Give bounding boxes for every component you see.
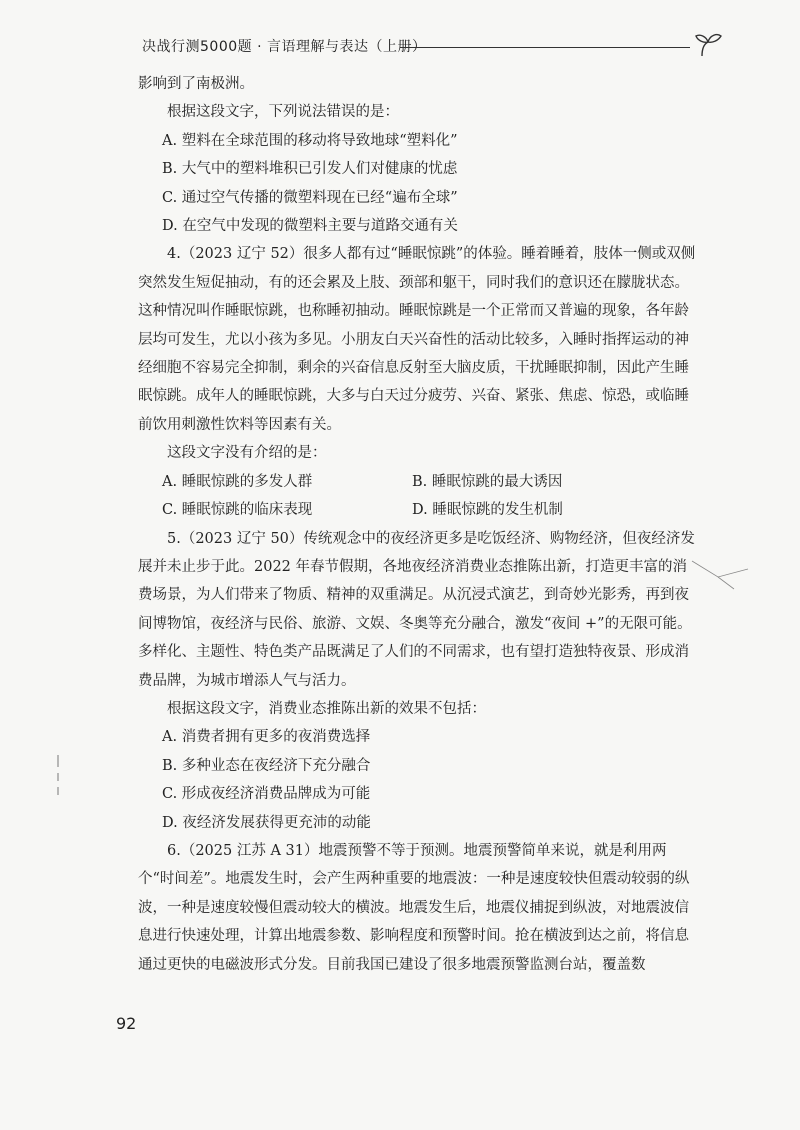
q4-passage: 4.（2023 辽宁 52）很多人都有过“睡眠惊跳”的体验。睡着睡着，肢体一侧或双侧突然发生短促抽动，有的还会累及上肢、颈部和躯干，同时我们的意识还在朦胧状态。这种情况叫作睡眠惊跳，也称睡初抽动。睡眠惊跳是一个正常而又普遍的现象，各年龄层均可发生，尤以小孩为多见。小朋友白天兴奋性的活动比较多，入睡时指挥运动的神经细胞不容易完全抑制，剩余的兴奋信息反射至大脑皮质，干扰睡眠抑制，因此产生睡眠惊跳。成年人的睡眠惊跳，大多与白天过分疲劳、兴奋、紧张、焦虑、惊恐，或临睡前饮用刺激性饮料等因素有关。 (138, 246, 696, 433)
q3-option-c: C. 通过空气传播的微塑料现在已经“遍布全球” (162, 189, 458, 206)
q5-stem: 根据这段文字，消费业态推陈出新的效果不包括： (167, 700, 486, 717)
q4-option-c: C. 睡眠惊跳的临床表现 (162, 502, 313, 519)
q3-stem: 根据这段文字，下列说法错误的是： (167, 104, 399, 121)
q4-options-row-1 (138, 468, 698, 496)
page-body (138, 70, 698, 979)
q5-option-b: B. 多种业态在夜经济下充分融合 (162, 757, 371, 774)
q4-option-d: D. 睡眠惊跳的发生机制 (412, 502, 563, 519)
q4-options-row-2 (138, 496, 698, 524)
page-number: 92 (116, 1014, 137, 1033)
sprout-icon (694, 30, 724, 58)
q3-option-b: B. 大气中的塑料堆积已引发人们对健康的忧虑 (162, 161, 458, 178)
q5-option-a: A. 消费者拥有更多的夜消费选择 (162, 729, 371, 746)
q6-passage: 6.（2025 江苏 A 31）地震预警不等于预测。地震预警简单来说，就是利用两个“时间差”。地震发生时，会产生两种重要的地震波：一种是速度较快但震动较弱的纵波，一种是速度较慢但震动较大的横波。地震发生后，地震仪捕捉到纵波，对地震波信息进行快速处理，计算出地震参数、影响程度和预警时间。抢在横波到达之前，将信息通过更快的电磁波形式分发。目前我国已建设了很多地震预警监测台站，覆盖数 (138, 842, 690, 973)
pen-scribble-mark (690, 555, 750, 595)
running-header (142, 34, 722, 58)
q5-passage: 5.（2023 辽宁 50）传统观念中的夜经济更多是吃饭经济、购物经济，但夜经济发展并未止步于此。2022 年春节假期，各地夜经济消费业态推陈出新，打造更丰富的消费场景，为人们带来了物质、精神的双重满足。从沉浸式演艺，到奇妙光影秀，再到夜间博物馆，夜经济与民俗、旅游、文娱、冬奥等充分融合，激发“夜间 +”的无限可能。多样化、主题性、特色类产品既满足了人们的不同需求，也有望打造独特夜景、形成消费品牌，为城市增添人气与活力。 (138, 530, 695, 689)
header-rule (400, 47, 690, 48)
q4-option-b: B. 睡眠惊跳的最大诱因 (412, 473, 563, 490)
q4-option-a: A. 睡眠惊跳的多发人群 (162, 473, 313, 490)
previous-passage-tail: 影响到了南极洲。 (138, 76, 254, 92)
book-title: 决战行测5000题 · 言语理解与表达（上册） (142, 39, 427, 55)
q4-stem: 这段文字没有介绍的是： (167, 445, 327, 462)
q5-option-c: C. 形成夜经济消费品牌成为可能 (162, 786, 371, 803)
q3-option-d: D. 在空气中发现的微塑料主要与道路交通有关 (162, 218, 458, 235)
q3-option-a: A. 塑料在全球范围的移动将导致地球“塑料化” (162, 132, 458, 149)
margin-tick-mark (56, 755, 60, 795)
q5-option-d: D. 夜经济发展获得更充沛的动能 (162, 814, 371, 831)
